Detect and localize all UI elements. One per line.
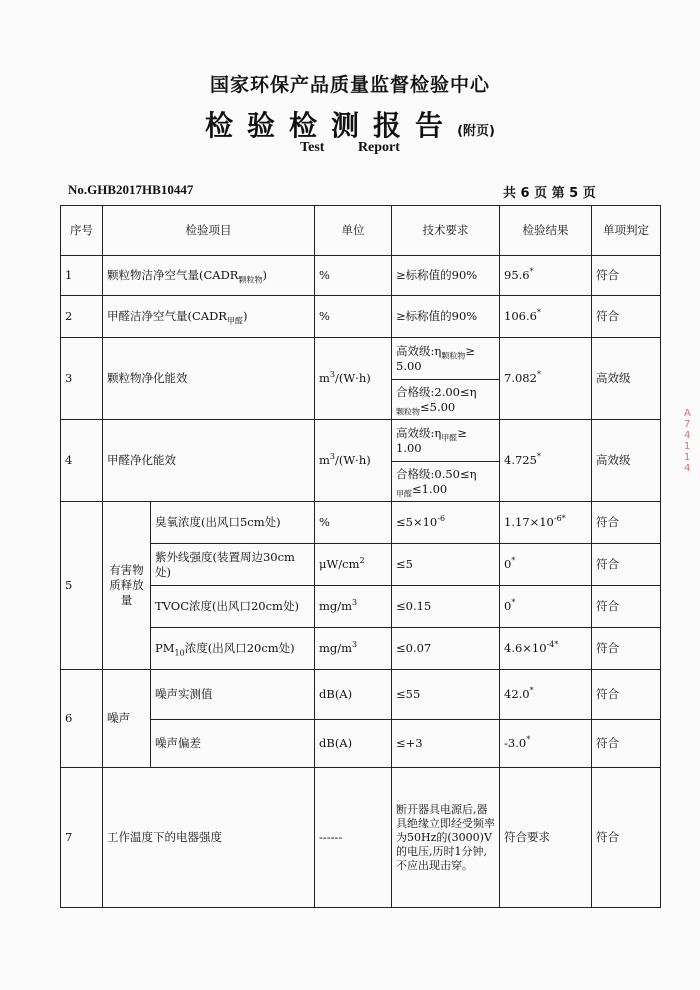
row-subitem: $PM_{10}$浓度(出风口20cm处) <box>151 628 315 670</box>
table-row <box>61 628 661 670</box>
header-req: 技术要求 <box>392 206 500 256</box>
row-result: 4.725* <box>500 420 592 502</box>
table-row <box>61 670 661 720</box>
header-unit: 单位 <box>315 206 392 256</box>
row-result: $4.6\times 10^{-4*}$ <box>500 628 592 670</box>
row-unit: % <box>315 256 392 296</box>
row-subitem: 紫外线强度(装置周边30cm处) <box>151 544 315 586</box>
row-judge: 符合 <box>592 296 661 338</box>
row-subitem: 臭氧浓度(出风口5cm处) <box>151 502 315 544</box>
table-row <box>61 338 661 380</box>
org-name: 国家环保产品质量监督检验中心 <box>209 74 490 96</box>
row-unit: dB(A) <box>315 720 392 768</box>
row-no: 6 <box>61 670 103 768</box>
row-result: 符合要求 <box>500 768 592 908</box>
row-judge: 符合 <box>592 768 661 908</box>
row-item: 甲醛净化能效 <box>103 420 315 502</box>
row-unit: $\mu W/cm^2$ <box>315 544 392 586</box>
row-subitem: 噪声实测值 <box>151 670 315 720</box>
row-judge: 高效级 <box>592 420 661 502</box>
title-note: (附页) <box>457 124 495 139</box>
row-judge: 符合 <box>592 670 661 720</box>
row-judge: 高效级 <box>592 338 661 420</box>
row-subitem: TVOC浓度(出风口20cm处) <box>151 586 315 628</box>
table-row <box>61 296 661 338</box>
row-subitem: 噪声偏差 <box>151 720 315 768</box>
row-req: ≤55 <box>392 670 500 720</box>
row-req-high: 高效级$:\eta_{甲醛}\ge 1.00$ <box>392 420 500 462</box>
row-no: 5 <box>61 502 103 670</box>
row-item: 颗粒物洁净空气量$(CADR_{颗粒物})$ <box>103 256 315 296</box>
row-judge: 符合 <box>592 628 661 670</box>
row-result: 7.082* <box>500 338 592 420</box>
row-result: 42.0* <box>500 670 592 720</box>
row-unit: % <box>315 296 392 338</box>
table-row <box>61 768 661 908</box>
row-judge: 符合 <box>592 256 661 296</box>
red-stamp-mark: A 7 4 1 1 4 <box>684 408 691 474</box>
row-unit: $mg/m^3$ <box>315 628 392 670</box>
row-req: $\le 5\times 10^{-6}$ <box>392 502 500 544</box>
table-row <box>61 256 661 296</box>
row-judge: 符合 <box>592 544 661 586</box>
report-title-en: Test Report <box>300 140 400 155</box>
row-req: ≥标称值的90% <box>392 256 500 296</box>
header-no: 序号 <box>61 206 103 256</box>
row-req: ≤0.15 <box>392 586 500 628</box>
row-unit: % <box>315 502 392 544</box>
table-row <box>61 586 661 628</box>
row-unit: ------ <box>315 768 392 908</box>
row-group: 噪声 <box>103 670 151 768</box>
row-item: 甲醛洁净空气量$(CADR_{甲醛})$ <box>103 296 315 338</box>
row-req: ≤+3 <box>392 720 500 768</box>
test-results-table <box>60 205 661 908</box>
row-unit: $m^3/(W\cdot h)$ <box>315 420 392 502</box>
row-item: 颗粒物净化能效 <box>103 338 315 420</box>
row-result: $1.17\times 10^{-6*}$ <box>500 502 592 544</box>
row-no: 7 <box>61 768 103 908</box>
row-no: 4 <box>61 420 103 502</box>
row-group: 有害物质释放量 <box>103 502 151 670</box>
row-judge: 符合 <box>592 502 661 544</box>
table-row <box>61 420 661 462</box>
table-row <box>61 720 661 768</box>
row-req-pass: 合格级:0.50≤η $_{甲醛}$≤1.00 <box>392 462 500 502</box>
row-no: 2 <box>61 296 103 338</box>
row-unit: dB(A) <box>315 670 392 720</box>
header-result: 检验结果 <box>500 206 592 256</box>
row-item: 工作温度下的电器强度 <box>103 768 315 908</box>
row-req-pass: 合格级:2.00≤η $_{颗粒物}$≤5.00 <box>392 380 500 420</box>
row-result: 95.6* <box>500 256 592 296</box>
row-req: ≥标称值的90% <box>392 296 500 338</box>
row-result: 0* <box>500 544 592 586</box>
row-unit: $mg/m^3$ <box>315 586 392 628</box>
report-title: 检验检测报告(附页) <box>205 109 495 142</box>
table-header-row <box>61 206 661 256</box>
report-number: No.GHB2017HB10447 <box>68 182 194 197</box>
row-unit: $m^3/(W\cdot h)$ <box>315 338 392 420</box>
header-judge: 单项判定 <box>592 206 661 256</box>
row-result: -3.0* <box>500 720 592 768</box>
row-req: 断开器具电源后,器具绝缘立即经受频率为50Hz的(3000)V的电压,历时1分钟,不应出现击穿。 <box>392 768 500 908</box>
row-req: ≤5 <box>392 544 500 586</box>
page-info: 共 6 页 第 5 页 <box>503 186 596 201</box>
row-no: 1 <box>61 256 103 296</box>
header-item: 检验项目 <box>103 206 315 256</box>
row-judge: 符合 <box>592 720 661 768</box>
row-result: 106.6* <box>500 296 592 338</box>
row-judge: 符合 <box>592 586 661 628</box>
row-req: ≤0.07 <box>392 628 500 670</box>
row-no: 3 <box>61 338 103 420</box>
row-req-high: 高效级$:\eta_{颗粒物}\ge 5.00$ <box>392 338 500 380</box>
table-row <box>61 502 661 544</box>
row-result: 0* <box>500 586 592 628</box>
table-row <box>61 544 661 586</box>
